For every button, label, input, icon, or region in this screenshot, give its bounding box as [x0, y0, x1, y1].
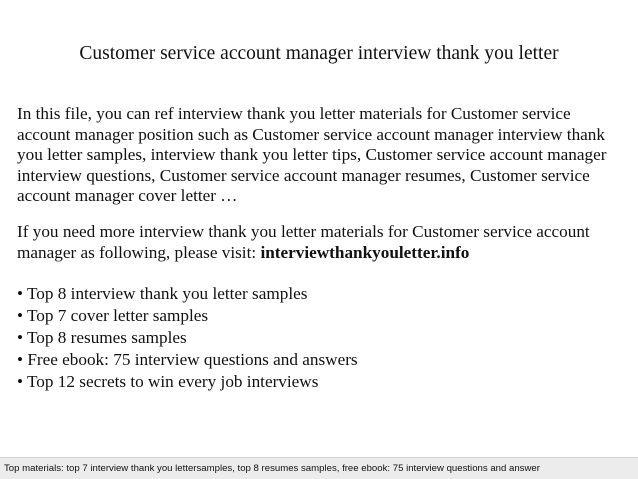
list-item: • Top 12 secrets to win every job interviews: [17, 371, 319, 391]
page-title: Customer service account manager interview thank you letter: [79, 43, 559, 64]
list-item: • Top 8 interview thank you letter samples: [17, 284, 308, 303]
more-materials-text: If you need more interview thank you letter materials for Customer service account manager as following, please visit:: [17, 222, 590, 262]
list-item: • Top 7 cover letter samples: [17, 305, 209, 325]
footer-bar: Top materials: top 7 interview thank you lettersamples, top 8 resumes samples, free ebook: 75 interview questions and answer: [0, 457, 638, 479]
more-materials-paragraph: [17, 222, 622, 263]
list-item: • Free ebook: 75 interview questions and answers: [17, 349, 358, 369]
list-item: • Top 8 resumes samples: [17, 327, 187, 347]
intro-paragraph: In this file, you can ref interview thank you letter materials for Customer service account manager position such as Customer service account manager interview thank you letter samples, interview thank you letter tips, Customer service account manager interview questions, Customer service account manager resumes, Customer service account manager cover letter …: [17, 104, 607, 206]
website-link[interactable]: interviewthankyouletter.info: [260, 242, 470, 262]
materials-list: [17, 283, 358, 393]
